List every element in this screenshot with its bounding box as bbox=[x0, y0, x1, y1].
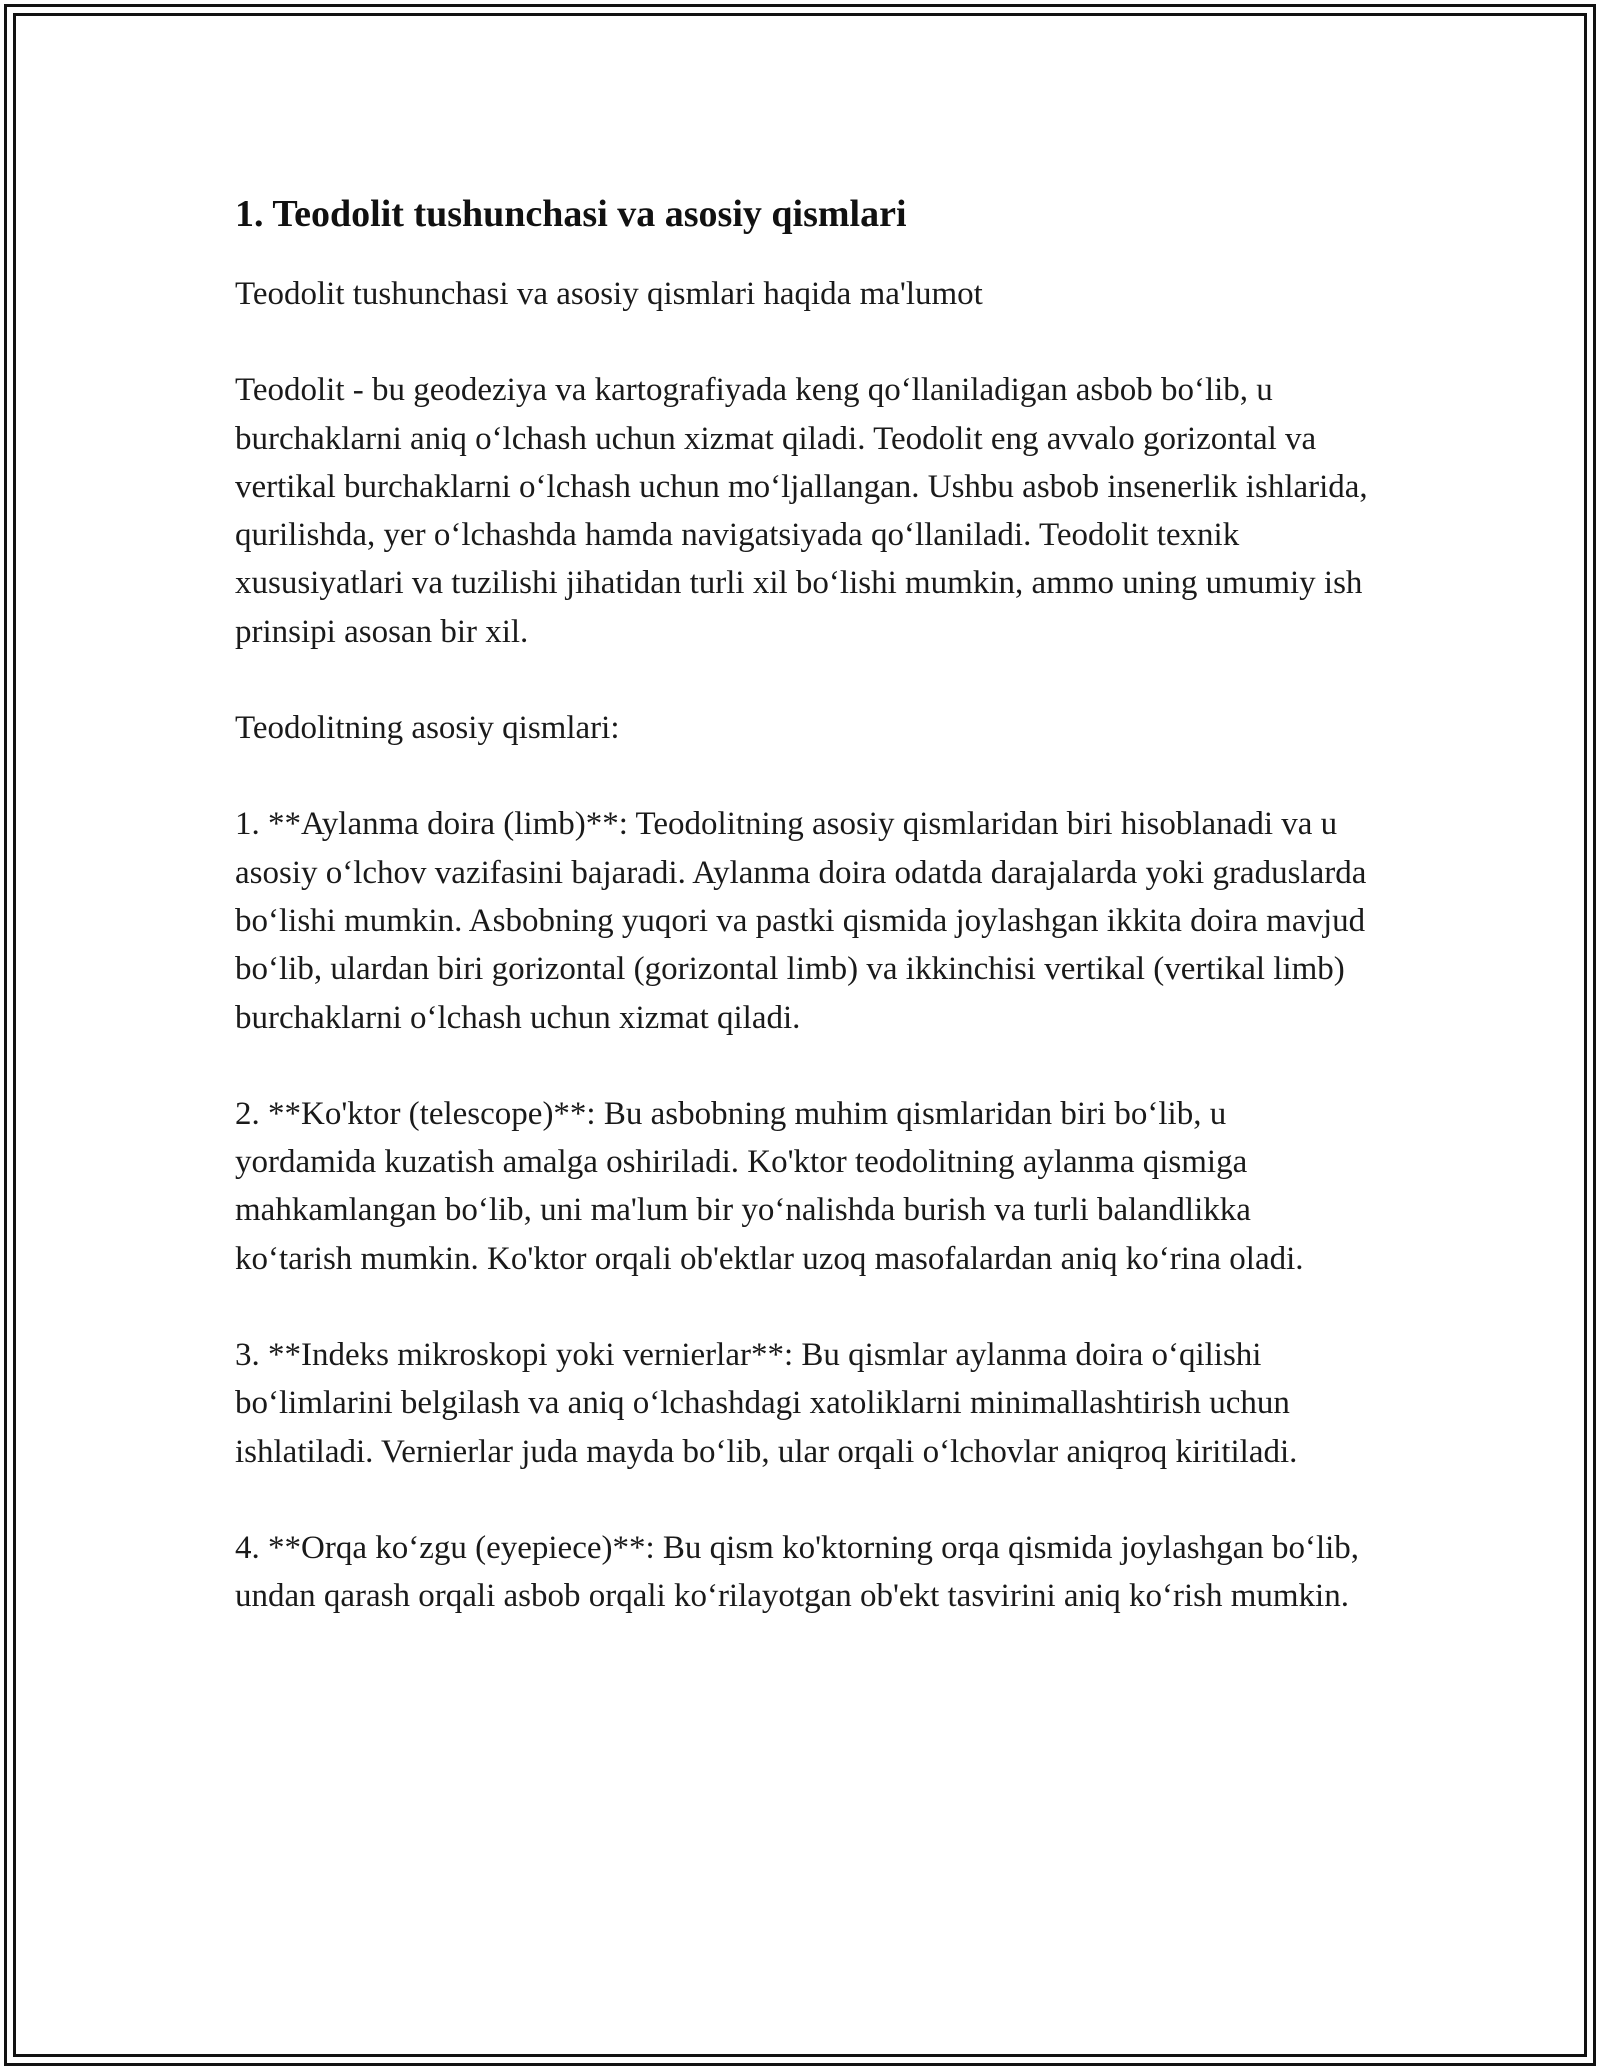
list-item-telescope: 2. **Ko'ktor (telescope)**: Bu asbobning muhim qismlaridan biri bo‘lib, u yordamida kuzatish amalga oshiriladi. Ko'ktor teodolitning aylanma qismiga mahkamlangan bo‘lib, uni ma'lum bir yo‘nalishda burish va turli balandlikka ko‘tarish mumkin. Ko'ktor orqali ob'ektlar uzoq masofalardan aniq ko‘rina oladi. bbox=[235, 1095, 1304, 1277]
document-page bbox=[235, 188, 1370, 1669]
document-title: 1. Teodolit tushunchasi va asosiy qismlari bbox=[235, 193, 907, 235]
parts-heading: Teodolitning asosiy qismlari: bbox=[235, 710, 620, 747]
document-subtitle: Teodolit tushunchasi va asosiy qismlari haqida ma'lumot bbox=[235, 276, 983, 312]
list-item-eyepiece: 4. **Orqa ko‘zgu (eyepiece)**: Bu qism ko'ktorning orqa qismida joylashgan bo‘lib, undan qarash orqali asbob orqali ko‘rilayotgan ob'ekt tasvirini aniq ko‘rish mumkin. bbox=[235, 1529, 1360, 1615]
list-item-limb: 1. **Aylanma doira (limb)**: Teodolitning asosiy qismlaridan biri hisoblanadi va u asosiy o‘lchov vazifasini bajaradi. Aylanma doira odatda darajalarda yoki graduslarda bo‘lishi mumkin. Asbobning yuqori va pastki qismida joylashgan ikkita doira mavjud bo‘lib, ulardan biri gorizontal (gorizontal limb) va ikkinchisi vertikal (vertikal limb) burchaklarni o‘lchash uchun xizmat qiladi. bbox=[235, 806, 1367, 1036]
intro-paragraph: Teodolit - bu geodeziya va kartografiyada keng qo‘llaniladigan asbob bo‘lib, u burchaklarni aniq o‘lchash uchun xizmat qiladi. Teodolit eng avvalo gorizontal va vertikal burchaklarni o‘lchash uchun mo‘ljallangan. Ushbu asbob insenerlik ishlarida, qurilishda, yer o‘lchashda hamda navigatsiyada qo‘llaniladi. Teodolit texnik xususiyatlari va tuzilishi jihatidan turli xil bo‘lishi mumkin, ammo uning umumiy ish prinsipi asosan bir xil. bbox=[235, 372, 1368, 650]
list-item-vernier: 3. **Indeks mikroskopi yoki vernierlar**: Bu qismlar aylanma doira o‘qilishi bo‘limlarini belgilash va aniq o‘lchashdagi xatoliklarni minimallashtirish uchun ishlatiladi. Vernierlar juda mayda bo‘lib, ular orqali o‘lchovlar aniqroq kiritiladi. bbox=[235, 1337, 1298, 1470]
